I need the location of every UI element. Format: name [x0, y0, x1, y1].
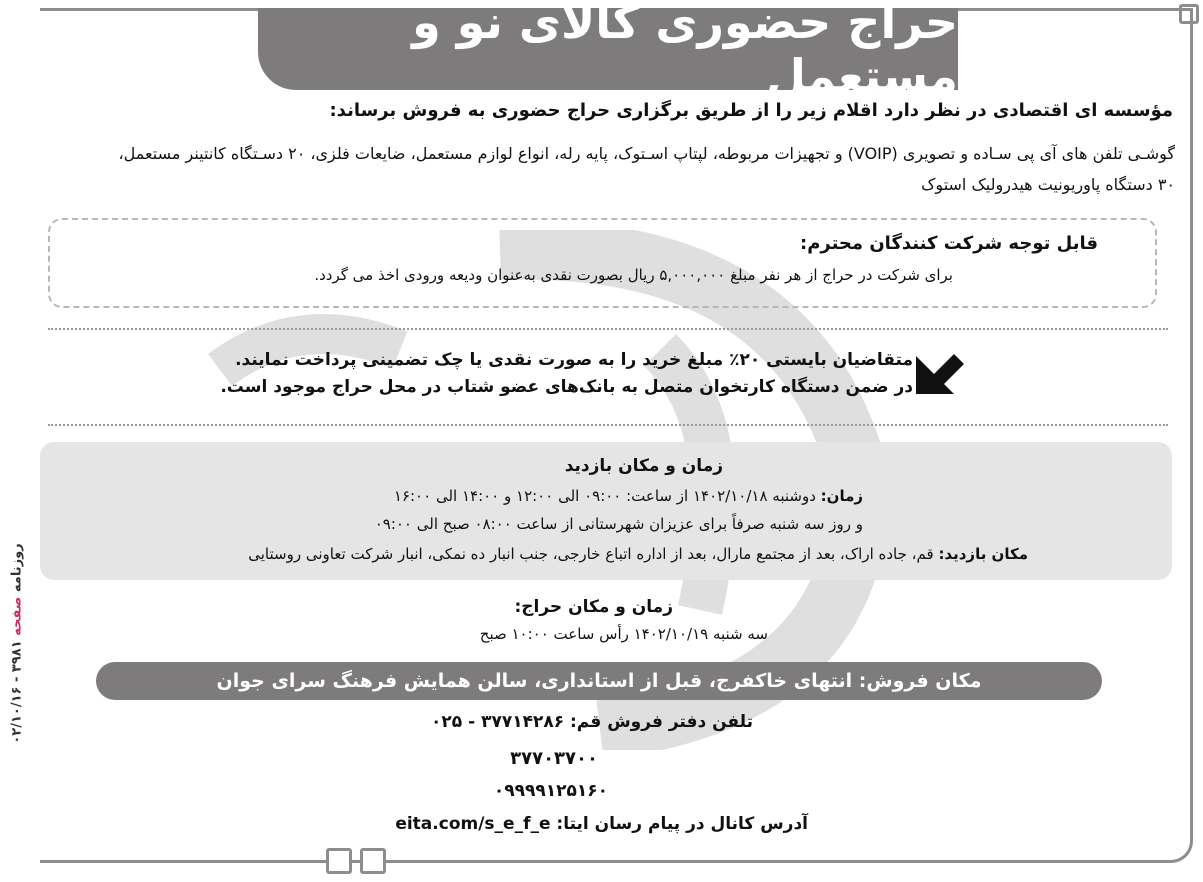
side-note-suffix: ۳۹۸۱ - ۰۲/۱۰/۱۶	[9, 635, 25, 744]
frame-top-right	[955, 8, 1190, 11]
intro-items	[25, 138, 1175, 200]
auction-heading: زمان و مکان حراج:	[514, 597, 673, 617]
footer-square-decoration	[360, 848, 386, 874]
phone-secondary: ۳۷۷۰۳۷۰۰	[510, 748, 598, 769]
visit-place	[248, 545, 1028, 563]
visit-time-value: دوشنبه ۱۴۰۲/۱۰/۱۸ از ساعت: ۰۹:۰۰ الی ۱۲:۰۰ و ۱۴:۰۰ الی ۱۶:۰۰	[393, 487, 821, 505]
visit-place-value: قم، جاده اراک، بعد از مجتمع مارال، بعد از اداره اتباع خارجی، جنب انبار ده نمکی، انبار شرکت تعاونی روستایی	[248, 545, 939, 563]
notice-heading: قابل توجه شرکت کنندگان محترم:	[800, 233, 1098, 254]
page-frame	[40, 8, 1193, 863]
auction-time: سه شنبه ۱۴۰۲/۱۰/۱۹ رأس ساعت ۱۰:۰۰ صبح	[479, 625, 768, 643]
sale-place: مکان فروش: انتهای خاکفرج، قبل از استانداری، سالن همایش فرهنگ سرای جوان	[216, 670, 982, 692]
dotted-divider	[48, 328, 1168, 330]
intro-items-line2: ۳۰ دستگاه پاوریونیت هیدرولیک استوک	[921, 175, 1175, 194]
visit-heading: زمان و مکان بازدید	[564, 456, 723, 476]
visit-time-line1	[394, 487, 863, 505]
notice-body: برای شرکت در حراج از هر نفر مبلغ ۵,۰۰۰,۰۰۰ ریال بصورت نقدی به‌عنوان ودیعه ورودی اخذ می گردد.	[314, 266, 953, 284]
payment-alert-line1: متقاضیان بایستی ۲۰٪ مبلغ خرید را به صورت نقدی یا چک تضمینی پرداخت نمایند.	[235, 350, 913, 370]
footer-square-decoration	[326, 848, 352, 874]
visit-time-label: زمان:	[820, 487, 863, 505]
intro-items-line1: گوشـی تلفن های آی پی سـاده و تصویری (VOIP) و تجهیزات مربوطه، لپتاپ اسـتوک، پایه رله، انواع لوازم مستعمل، ضایعات فلزی، ۲۰ دسـتگاه کانتینر مستعمل،	[118, 144, 1175, 163]
visit-time-line2: و روز سه شنبه صرفاً برای عزیزان شهرستانی از ساعت ۰۸:۰۰ صبح الی ۰۹:۰۰	[374, 515, 863, 533]
phone-mobile: ۰۹۹۹۹۱۲۵۱۶۰	[493, 781, 608, 801]
sale-place-banner	[96, 662, 1102, 700]
corner-decoration	[1179, 4, 1199, 24]
arrow-down-left-icon	[908, 350, 966, 398]
frame-top-left	[40, 8, 260, 11]
intro-heading: مؤسسه ای اقتصادی در نظر دارد اقلام زیر را از طریق برگزاری حراج حضوری به فروش برساند:	[329, 100, 1173, 121]
phone-primary: تلفن دفتر فروش قم: ۳۷۷۱۴۲۸۶ - ۰۲۵	[431, 712, 753, 732]
visit-place-label: مکان بازدید:	[938, 545, 1028, 563]
side-publication-note	[10, 529, 25, 759]
channel-address: آدرس کانال در پیام رسان ایتا: eita.com/s_e_f_e	[395, 814, 808, 834]
page-title: حراج حضوری کالای نو و مستعمل	[412, 0, 958, 103]
payment-alert-line2: در ضمن دستگاه کارتخوان متصل به بانک‌های عضو شتاب در محل حراج موجود است.	[220, 377, 913, 397]
newspaper-brand: صفحه	[9, 596, 25, 636]
title-banner	[258, 0, 958, 103]
payment-alert	[220, 347, 913, 401]
notice-box	[48, 218, 1157, 308]
dotted-divider	[48, 424, 1168, 426]
side-note-prefix: روزنامه	[9, 543, 25, 597]
